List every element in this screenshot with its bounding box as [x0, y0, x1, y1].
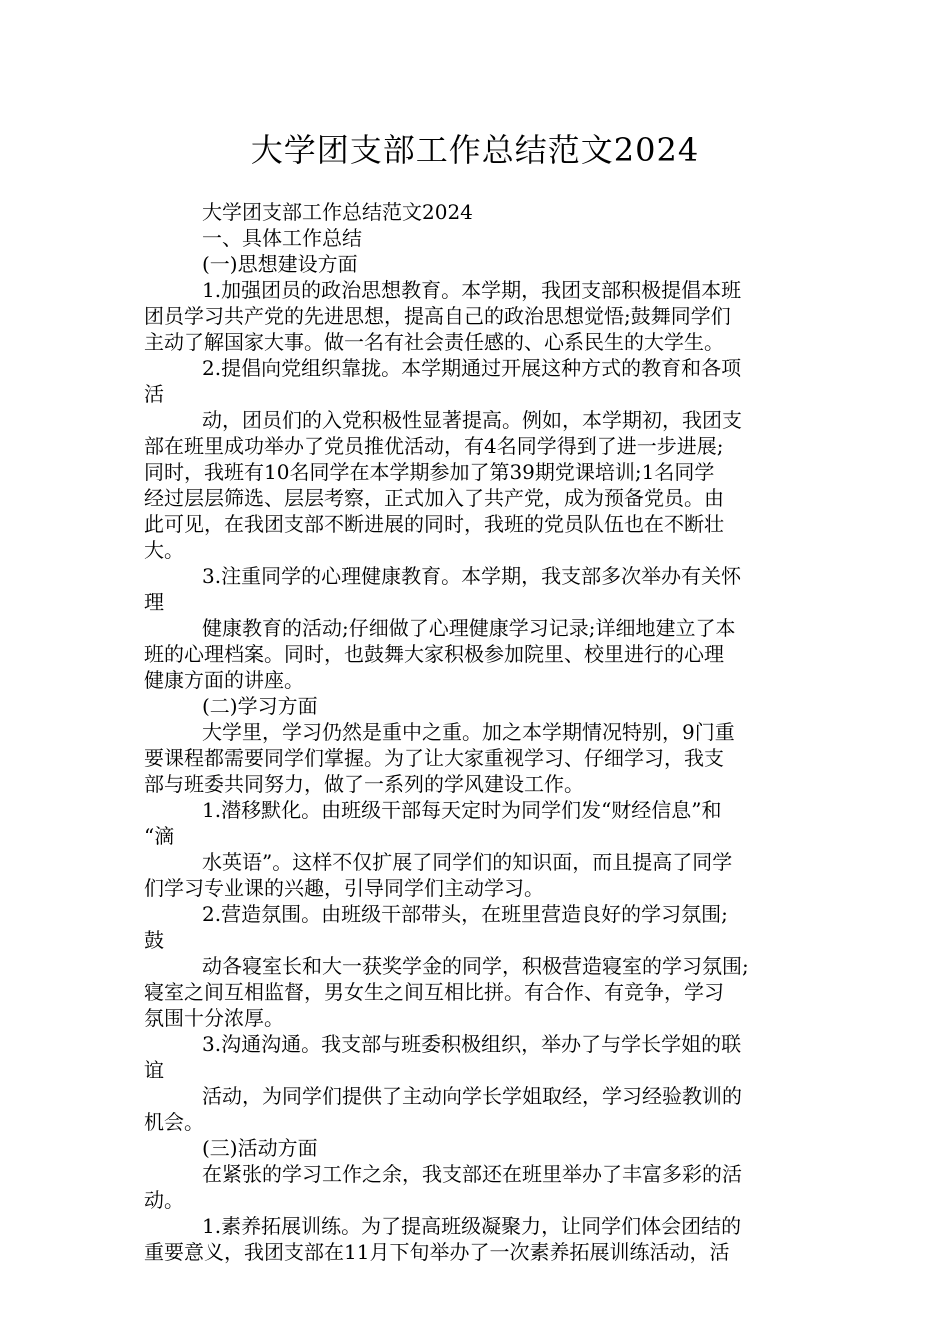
body-line: (三)活动方面: [202, 1136, 318, 1160]
body-line: 重要意义，我团支部在11月下旬举办了一次素养拓展训练活动，活: [144, 1240, 730, 1264]
body-line: 同时，我班有10名同学在本学期参加了第39期党课培训;1名同学: [144, 460, 715, 484]
document-title: 大学团支部工作总结范文2024: [250, 131, 700, 169]
body-line: 理: [144, 590, 164, 614]
body-line: 2.营造氛围。由班级干部带头，在班里营造良好的学习氛围;: [202, 902, 728, 926]
body-line: 1.素养拓展训练。为了提高班级凝聚力，让同学们体会团结的: [202, 1214, 742, 1238]
body-line: 主动了解国家大事。做一名有社会责任感的、心系民生的大学生。: [144, 330, 724, 354]
body-line: 团员学习共产党的先进思想，提高自己的政治思想觉悟;鼓舞同学们: [144, 304, 731, 328]
body-line: 谊: [144, 1058, 164, 1082]
body-line: 经过层层筛选、层层考察，正式加入了共产党，成为预备党员。由: [144, 486, 724, 510]
body-line: 一、具体工作总结: [202, 226, 362, 250]
body-line: 此可见，在我团支部不断进展的同时，我班的党员队伍也在不断壮: [144, 512, 724, 536]
body-line: 1.加强团员的政治思想教育。本学期，我团支部积极提倡本班: [202, 278, 742, 302]
body-line: 健康教育的活动;仔细做了心理健康学习记录;详细地建立了本: [202, 616, 736, 640]
body-line: “滴: [144, 824, 175, 848]
body-line: 2.提倡向党组织靠拢。本学期通过开展这种方式的教育和各项: [202, 356, 742, 380]
body-line: 动，团员们的入党积极性显著提高。例如，本学期初，我团支: [202, 408, 742, 432]
body-line: 活: [144, 382, 164, 406]
body-line: 动。: [144, 1188, 184, 1212]
body-line: (一)思想建设方面: [202, 252, 358, 276]
body-line: 水英语”。这样不仅扩展了同学们的知识面，而且提高了同学: [202, 850, 733, 874]
body-line: 鼓: [144, 928, 164, 952]
body-line: 大学里，学习仍然是重中之重。加之本学期情况特别，9门重: [202, 720, 735, 744]
body-line: 健康方面的讲座。: [144, 668, 304, 692]
body-line: 3.沟通沟通。我支部与班委积极组织，举办了与学长学姐的联: [202, 1032, 742, 1056]
body-line: 寝室之间互相监督，男女生之间互相比拼。有合作、有竞争，学习: [144, 980, 724, 1004]
body-line: 活动，为同学们提供了主动向学长学姐取经，学习经验教训的: [202, 1084, 742, 1108]
body-line: 1.潜移默化。由班级干部每天定时为同学们发“财经信息”和: [202, 798, 722, 822]
body-line: 部与班委共同努力，做了一系列的学风建设工作。: [144, 772, 584, 796]
body-line: 要课程都需要同学们掌握。为了让大家重视学习、仔细学习，我支: [144, 746, 724, 770]
body-line: 机会。: [144, 1110, 204, 1134]
body-line: 班的心理档案。同时，也鼓舞大家积极参加院里、校里进行的心理: [144, 642, 724, 666]
body-line: 部在班里成功举办了党员推优活动，有4名同学得到了进一步进展;: [144, 434, 724, 458]
body-line: 3.注重同学的心理健康教育。本学期，我支部多次举办有关怀: [202, 564, 742, 588]
body-line: 动各寝室长和大一获奖学金的同学，积极营造寝室的学习氛围;: [202, 954, 749, 978]
document-body: [144, 199, 820, 1265]
body-line: (二)学习方面: [202, 694, 318, 718]
body-line: 们学习专业课的兴趣，引导同学们主动学习。: [144, 876, 544, 900]
body-line: 氛围十分浓厚。: [144, 1006, 284, 1030]
body-line: 大。: [144, 538, 184, 562]
body-line: 大学团支部工作总结范文2024: [202, 200, 473, 224]
body-line: 在紧张的学习工作之余，我支部还在班里举办了丰富多彩的活: [202, 1162, 742, 1186]
